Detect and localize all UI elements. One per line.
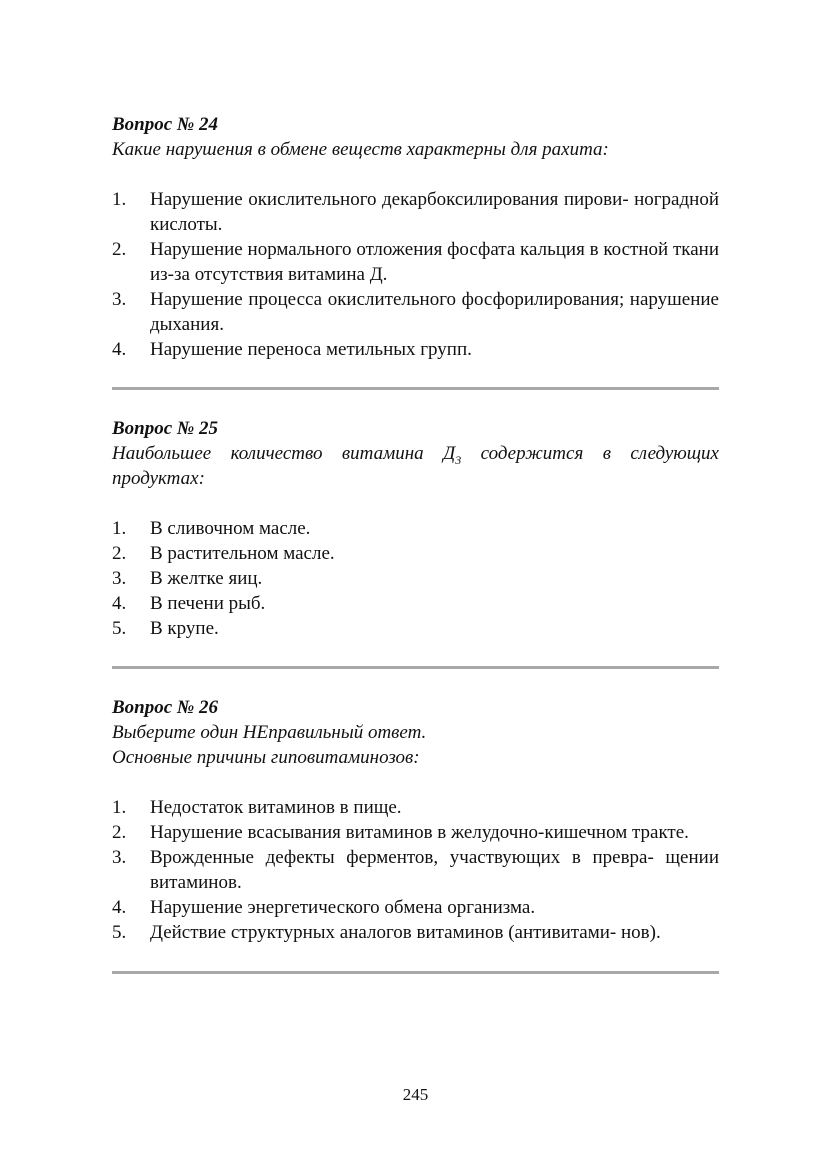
section-divider [112, 387, 719, 390]
answer-list [112, 516, 719, 641]
answer-number: 1. [112, 518, 127, 539]
answer-item [112, 237, 719, 287]
question-prompt [112, 441, 719, 491]
page-number: 245 [402, 1085, 429, 1104]
answer-list [112, 187, 719, 362]
answer-number: 1. [112, 797, 127, 818]
answer-item [112, 287, 719, 337]
answer-text: Недостаток витаминов в пище. [150, 797, 402, 818]
answer-item [112, 845, 719, 895]
answer-text: Нарушение энергетического обмена организма. [150, 897, 536, 918]
question-title: Вопрос № 26 [112, 697, 219, 718]
answer-text: Нарушение окислительного декарбоксилирования пирови- ноградной кислоты. [150, 189, 719, 235]
answer-number: 4. [112, 339, 127, 360]
answer-number: 2. [112, 239, 127, 260]
answer-number: 2. [112, 822, 127, 843]
question-title: Вопрос № 24 [112, 114, 219, 135]
answer-text: Нарушение процесса окислительного фосфорилирования; нарушение дыхания. [150, 289, 719, 335]
answer-text: В крупе. [150, 618, 219, 639]
answer-item [112, 566, 719, 591]
answer-number: 4. [112, 593, 127, 614]
answer-number: 3. [112, 568, 127, 589]
answer-item [112, 337, 719, 362]
answer-number: 3. [112, 847, 127, 868]
question-24 [112, 112, 719, 362]
answer-number: 1. [112, 189, 127, 210]
answer-number: 4. [112, 897, 127, 918]
answer-item [112, 820, 719, 845]
page-content [112, 112, 719, 974]
answer-item [112, 591, 719, 616]
answer-item [112, 187, 719, 237]
answer-text: В растительном масле. [150, 543, 335, 564]
question-prompt: Какие нарушения в обмене веществ характерны для рахита: [112, 139, 609, 160]
question-title: Вопрос № 25 [112, 418, 219, 439]
question-26 [112, 695, 719, 945]
answer-number: 5. [112, 618, 127, 639]
answer-item [112, 895, 719, 920]
answer-item [112, 616, 719, 641]
answer-text: Врожденные дефекты ферментов, участвующих в превра- щении витаминов. [150, 847, 719, 893]
prompt-text: содержится в следующих продуктах: [112, 443, 719, 489]
answer-number: 5. [112, 922, 127, 943]
section-divider [112, 666, 719, 669]
answer-text: Нарушение всасывания витаминов в желудочно-кишечном тракте. [150, 822, 689, 843]
answer-item [112, 795, 719, 820]
answer-number: 2. [112, 543, 127, 564]
answer-text: В сливочном масле. [150, 518, 311, 539]
answer-item [112, 516, 719, 541]
question-prompt: Основные причины гиповитаминозов: [112, 747, 420, 768]
question-25 [112, 416, 719, 641]
answer-text: В печени рыб. [150, 593, 266, 614]
prompt-text: Наибольшее количество витамина Д [112, 443, 456, 464]
answer-text: Нарушение переноса метильных групп. [150, 339, 472, 360]
answer-text: В желтке яиц. [150, 568, 263, 589]
prompt-subscript: 3 [455, 452, 462, 467]
answer-list [112, 795, 719, 945]
answer-item [112, 541, 719, 566]
answer-item [112, 920, 719, 945]
question-instruction: Выберите один НЕправильный ответ. [112, 722, 427, 743]
answer-text: Действие структурных аналогов витаминов (антивитами- нов). [150, 922, 661, 943]
section-divider [112, 971, 719, 974]
answer-text: Нарушение нормального отложения фосфата кальция в костной ткани из-за отсутствия витамина Д. [150, 239, 719, 285]
answer-number: 3. [112, 289, 127, 310]
